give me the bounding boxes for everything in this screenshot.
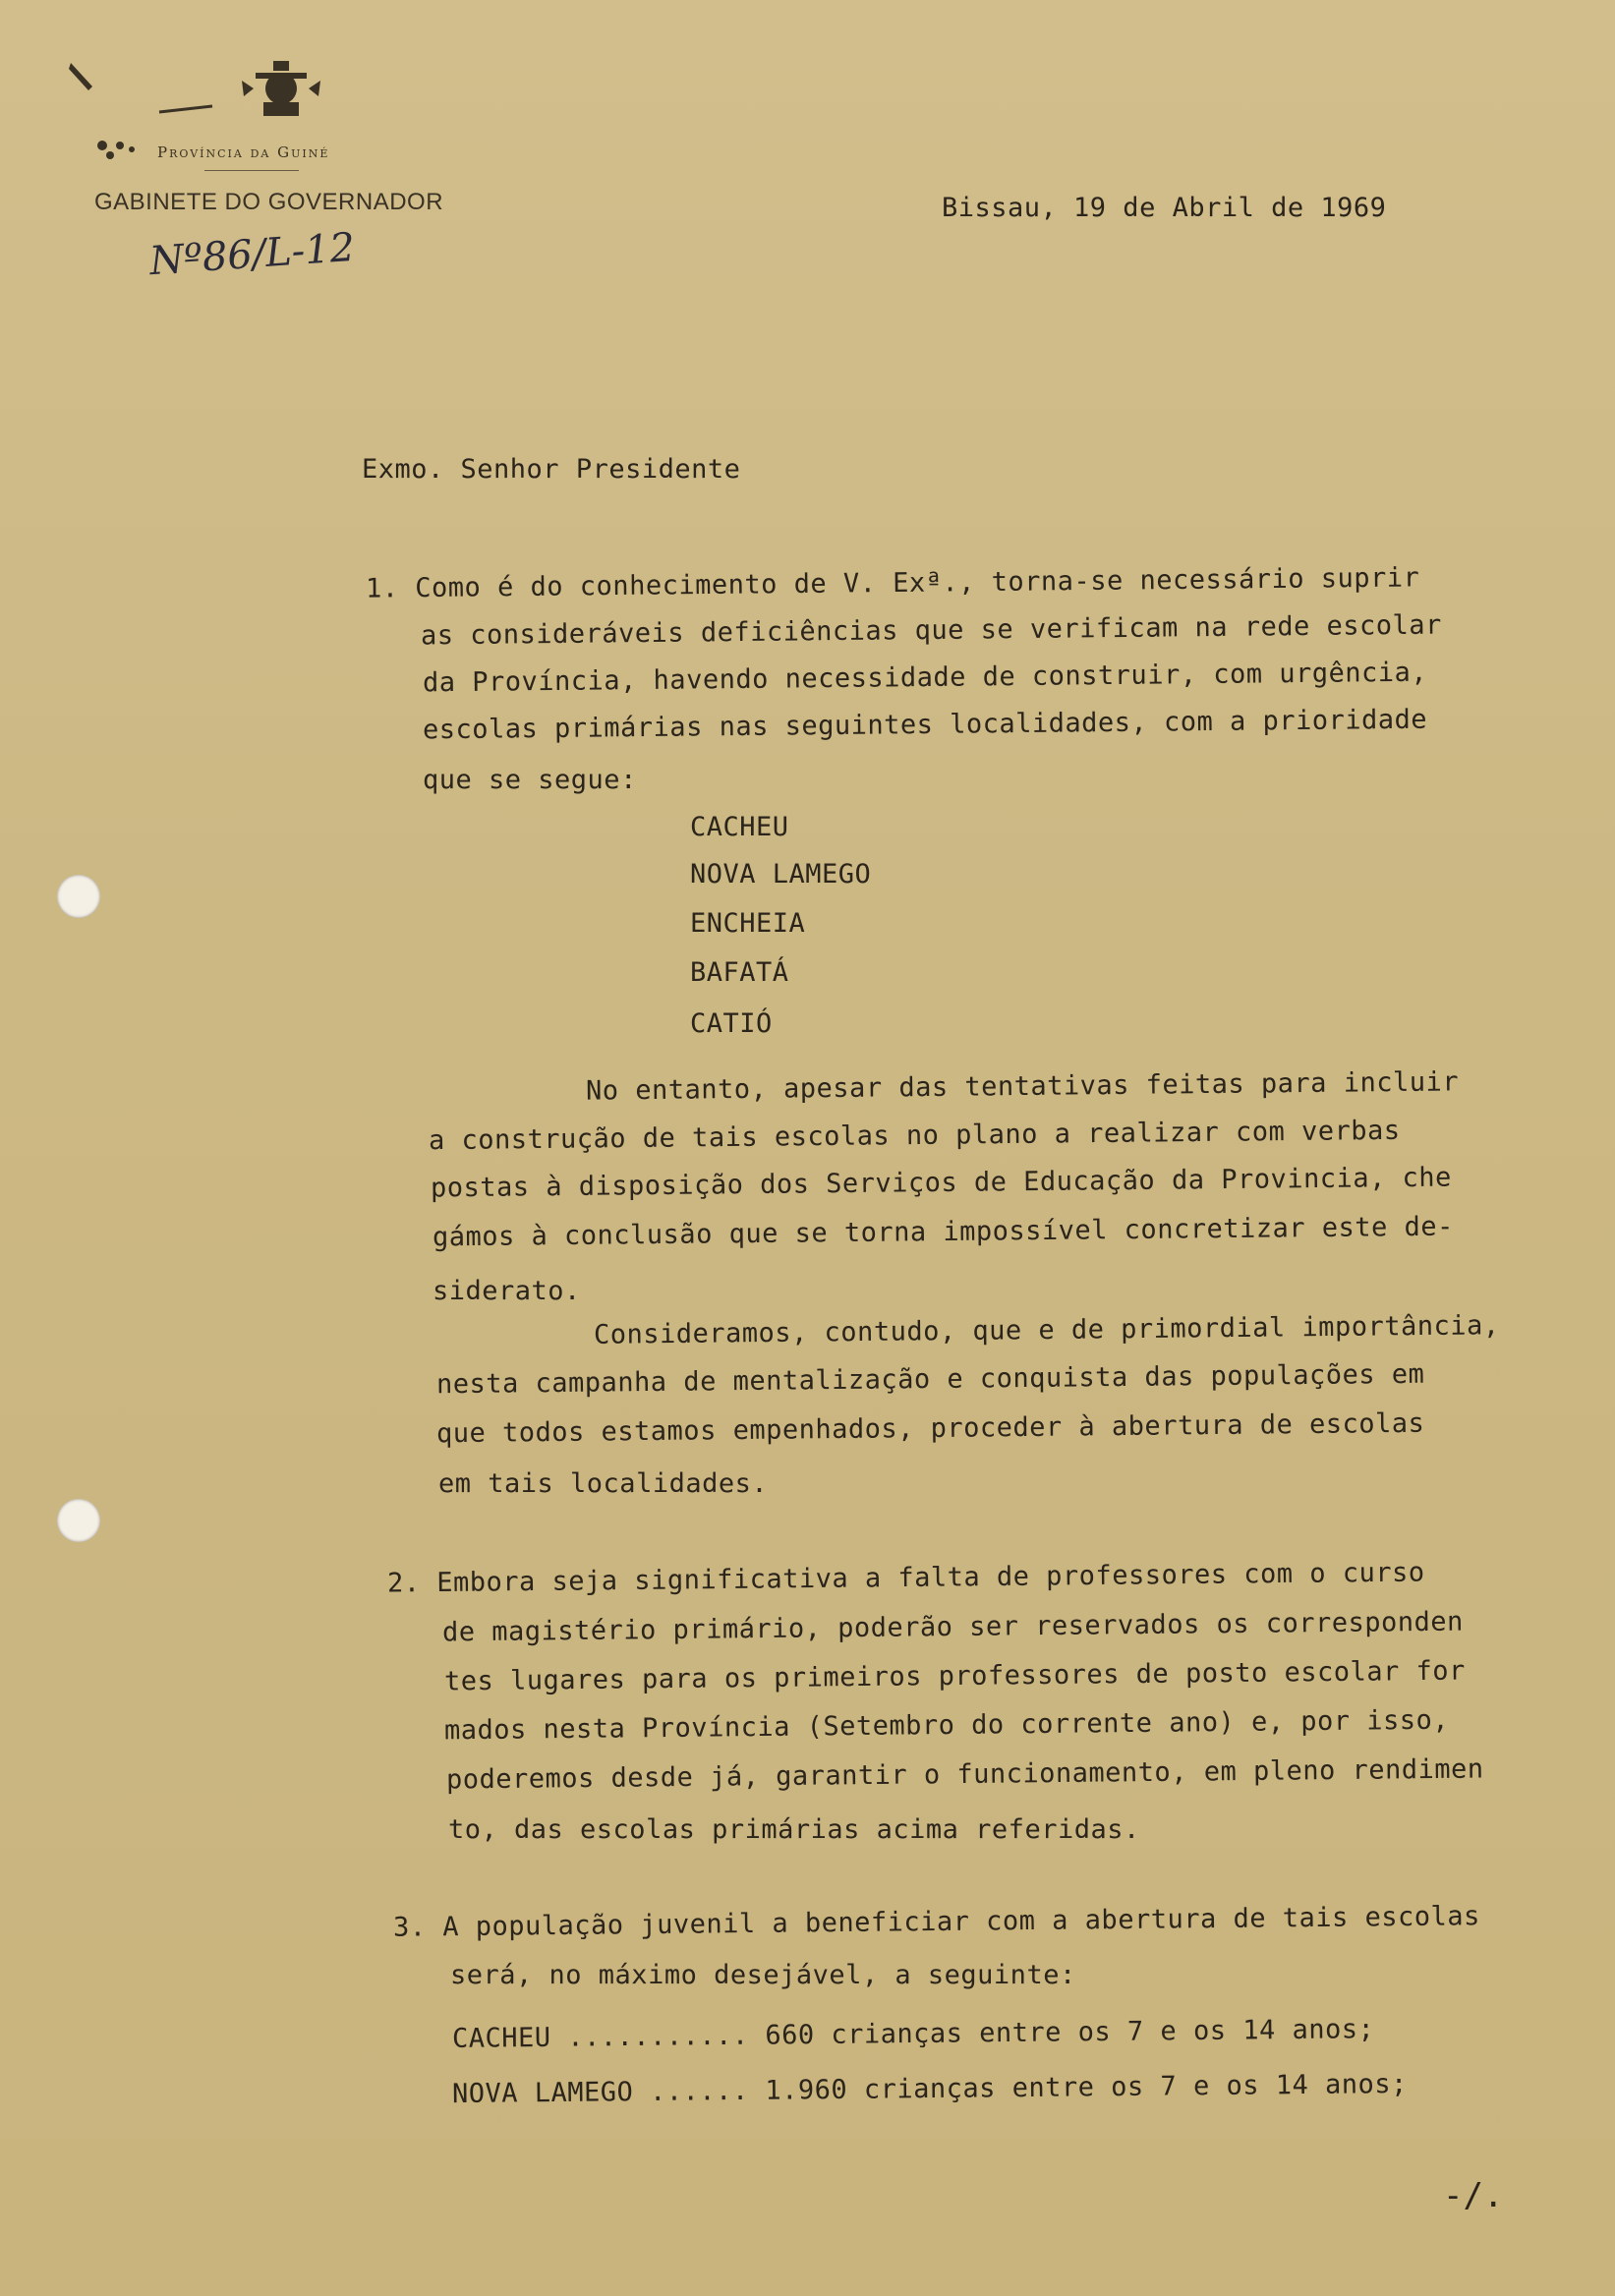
punch-hole-upper xyxy=(57,875,100,918)
section1-para2-line: siderato. xyxy=(433,1276,581,1306)
population-row: CACHEU ........... 660 crianças entre os 7 e os 14 anos; xyxy=(451,2014,1375,2054)
section1-line: as consideráveis deficiências que se verificam na rede escolar xyxy=(420,609,1442,652)
section2-line: mados nesta Província (Setembro do corrente ano) e, por isso, xyxy=(443,1704,1450,1747)
section1-para2-line: No entanto, apesar das tentativas feitas para incluir xyxy=(585,1066,1460,1107)
date-line: Bissau, 19 de Abril de 1969 xyxy=(942,193,1387,223)
section1-para3-line: em tais localidades. xyxy=(438,1468,769,1499)
section1-para3-line: Consideramos, contudo, que e de primordial importância, xyxy=(593,1310,1500,1350)
place-item: CATIÓ xyxy=(690,1008,773,1039)
coat-of-arms-icon xyxy=(234,59,328,138)
population-row: NOVA LAMEGO ...... 1.960 crianças entre os 7 e os 14 anos; xyxy=(451,2068,1408,2110)
place-item: BAFATÁ xyxy=(690,957,789,988)
punch-hole-lower xyxy=(57,1499,100,1542)
stamp-mark-icon xyxy=(67,57,126,116)
section1-line: da Província, havendo necessidade de construir, com urgência, xyxy=(422,657,1428,699)
place-item: CACHEU xyxy=(690,812,789,842)
section1-line: que se segue: xyxy=(423,765,637,795)
section2-line: tes lugares para os primeiros professores de posto escolar for xyxy=(443,1655,1466,1697)
section1-line: 1. Como é do conhecimento de V. Exª., torna-se necessário suprir xyxy=(365,562,1420,604)
handwritten-reference: Nº86/L-12 xyxy=(147,224,357,285)
section3-line: será, no máximo desejável, a seguinte: xyxy=(450,1960,1076,1990)
section1-para2-line: gámos à conclusão que se torna impossível concretizar este de- xyxy=(432,1211,1454,1253)
section1-para3-line: nesta campanha de mentalização e conquista das populações em xyxy=(435,1358,1425,1401)
place-item: NOVA LAMEGO xyxy=(690,859,872,890)
section1-para3-line: que todos estamos empenhados, proceder à abertura de escolas xyxy=(435,1407,1425,1450)
section2-line: poderemos desde já, garantir o funcionamento, em pleno rendimen xyxy=(445,1753,1484,1796)
page-continuation-mark: -/. xyxy=(1443,2176,1504,2215)
province-ornament-icon xyxy=(94,138,153,163)
section1-para2-line: a construção de tais escolas no plano a realizar com verbas xyxy=(428,1115,1401,1157)
section3-line: 3. A população juvenil a beneficiar com a abertura de tais escolas xyxy=(392,1901,1480,1943)
place-item: ENCHEIA xyxy=(690,908,806,939)
section2-line: de magistério primário, poderão ser reservados os corresponden xyxy=(441,1606,1464,1648)
section1-para2-line: postas à disposição dos Serviços de Educação da Provincia, che xyxy=(430,1162,1452,1204)
letterhead-rule xyxy=(204,170,299,171)
section2-line: 2. Embora seja significativa a falta de professores com o curso xyxy=(386,1557,1425,1599)
province-name: Província da Guiné xyxy=(157,144,330,161)
section1-line: escolas primárias nas seguintes localidades, com a prioridade xyxy=(422,704,1428,746)
decorative-mark-icon xyxy=(157,98,216,118)
salutation: Exmo. Senhor Presidente xyxy=(362,454,741,485)
cabinet-name: GABINETE DO GOVERNADOR xyxy=(94,189,444,215)
section2-line: to, das escolas primárias acima referidas. xyxy=(448,1814,1140,1845)
